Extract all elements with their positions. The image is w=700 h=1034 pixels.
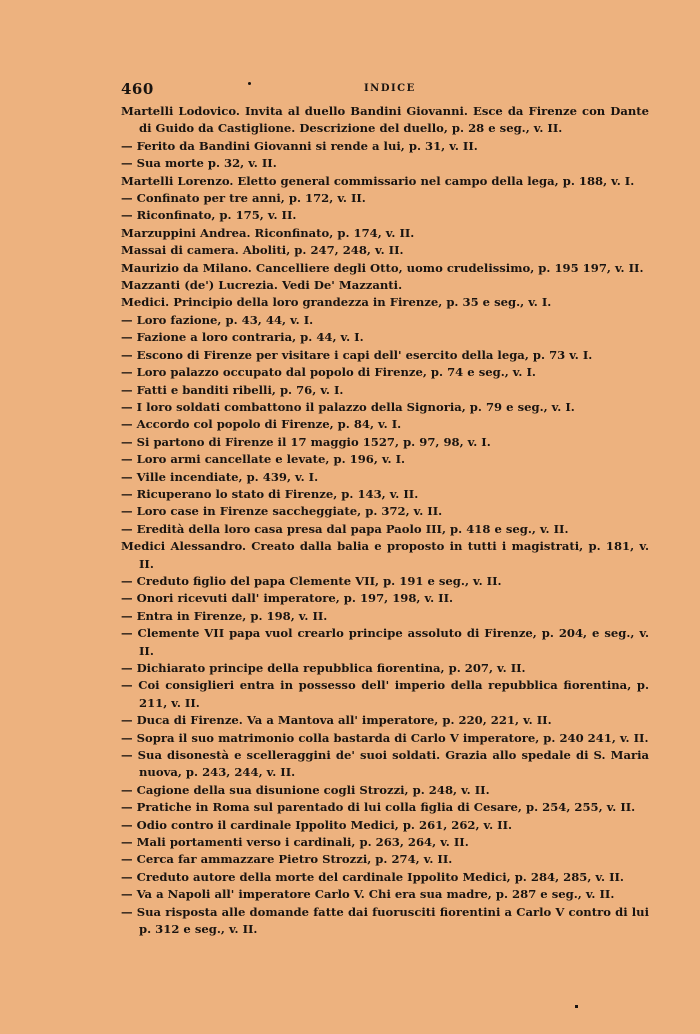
index-entry: — Loro armi cancellate e levate, p. 196, v. I. bbox=[121, 452, 406, 467]
index-entry: — Dichiarato principe della repubblica fiorentina, p. 207, v. II. bbox=[121, 661, 526, 675]
index-entry: — Ricuperano lo stato di Firenze, p. 143, v. II. bbox=[121, 486, 419, 501]
index-entry: — Onori ricevuti dall' imperatore, p. 197, 198, v. II. bbox=[121, 591, 454, 606]
index-entries bbox=[121, 103, 649, 939]
index-entry: — Clemente VII papa vuol crearlo principe assoluto di Firenze, p. 204, e seg., v. II. bbox=[121, 626, 649, 658]
index-entry: — Coi consiglieri entra in possesso dell' imperio della repubblica fiorentina, p. 211, v. II. bbox=[121, 678, 649, 710]
index-entry: — Escono di Firenze per visitare i capi dell' esercito della lega, p. 73 v. I. bbox=[121, 347, 593, 362]
index-entry: — Sua risposta alle domande fatte dai fuorusciti fiorentini a Carlo V contro di lui p. 312 e seg., v. II. bbox=[121, 904, 649, 937]
index-entry: — Confinato per tre anni, p. 172, v. II. bbox=[121, 191, 366, 206]
index-entry: — Ville incendiate, p. 439, v. I. bbox=[121, 469, 319, 484]
index-entry: Medici Alessandro. Creato dalla balia e proposto in tutti i magistrati, p. 181, v. II. bbox=[121, 539, 649, 571]
index-entry: — Loro fazione, p. 43, 44, v. I. bbox=[121, 312, 314, 327]
ink-speck bbox=[575, 1005, 578, 1008]
index-entry: Martelli Lorenzo. Eletto general commissario nel campo della lega, p. 188, v. I. bbox=[121, 173, 635, 188]
index-entry: — Fatti e banditi ribelli, p. 76, v. I. bbox=[121, 382, 344, 397]
index-entry: — Fazione a loro contraria, p. 44, v. I. bbox=[121, 330, 364, 345]
page-header bbox=[121, 80, 647, 98]
running-head: INDICE bbox=[364, 83, 416, 94]
index-entry: — Si partono di Firenze il 17 maggio 1527, p. 97, 98, v. I. bbox=[121, 434, 491, 449]
index-entry: — Pratiche in Roma sul parentado di lui colla figlia di Cesare, p. 254, 255, v. II. bbox=[121, 800, 636, 815]
index-entry: — Sopra il suo matrimonio colla bastarda di Carlo V imperatore, p. 240 241, v. II. bbox=[121, 730, 649, 745]
index-entry: — Entra in Firenze, p. 198, v. II. bbox=[121, 608, 328, 623]
index-entry: — Va a Napoli all' imperatore Carlo V. Chi era sua madre, p. 287 e seg., v. II. bbox=[121, 887, 615, 902]
index-entry: — Loro case in Firenze saccheggiate, p. 372, v. II. bbox=[121, 504, 443, 519]
index-entry: — Loro palazzo occupato dal popolo di Firenze, p. 74 e seg., v. I. bbox=[121, 365, 536, 380]
index-entry: — Duca di Firenze. Va a Mantova all' imperatore, p. 220, 221, v. II. bbox=[121, 713, 552, 728]
ink-speck bbox=[248, 82, 251, 85]
index-entry: — Eredità della loro casa presa dal papa Paolo III, p. 418 e seg., v. II. bbox=[121, 521, 569, 536]
index-entry: — Accordo col popolo di Firenze, p. 84, v. I. bbox=[121, 417, 402, 432]
index-entry: — Creduto autore della morte del cardinale Ippolito Medici, p. 284, 285, v. II. bbox=[121, 869, 624, 884]
index-entry: — Riconfinato, p. 175, v. II. bbox=[121, 208, 297, 223]
page-number: 460 bbox=[121, 80, 154, 98]
index-entry: — I loro soldati combattono il palazzo della Signoria, p. 79 e seg., v. I. bbox=[121, 399, 575, 414]
index-entry: Marzuppini Andrea. Riconfinato, p. 174, v. II. bbox=[121, 225, 415, 240]
index-entry: — Creduto figlio del papa Clemente VII, p. 191 e seg., v. II. bbox=[121, 573, 502, 588]
index-entry: — Cagione della sua disunione cogli Strozzi, p. 248, v. II. bbox=[121, 782, 490, 797]
index-entry: — Sua morte p. 32, v. II. bbox=[121, 156, 277, 171]
index-entry: Massai di camera. Aboliti, p. 247, 248, v. II. bbox=[121, 243, 404, 258]
index-entry: — Cerca far ammazzare Pietro Strozzi, p. 274, v. II. bbox=[121, 852, 453, 867]
index-entry: — Ferito da Bandini Giovanni si rende a lui, p. 31, v. II. bbox=[121, 138, 478, 153]
index-entry: — Mali portamenti verso i cardinali, p. 263, 264, v. II. bbox=[121, 835, 469, 850]
index-entry: Mazzanti (de') Lucrezia. Vedi De' Mazzanti. bbox=[121, 278, 403, 293]
index-entry: — Sua disonestà e scelleraggini de' suoi soldati. Grazia allo spedale di S. Maria nuova, p. 243, 244, v. II. bbox=[121, 748, 649, 780]
index-entry: Martelli Lodovico. Invita al duello Bandini Giovanni. Esce da Firenze con Dante di Guido da Castiglione. Descrizione del duello, p. 28 e seg., v. II. bbox=[121, 104, 649, 136]
index-entry: — Odio contro il cardinale Ippolito Medici, p. 261, 262, v. II. bbox=[121, 817, 513, 832]
index-entry: Maurizio da Milano. Cancelliere degli Otto, uomo crudelissimo, p. 195 197, v. II. bbox=[121, 260, 644, 275]
index-entry: Medici. Principio della loro grandezza in Firenze, p. 35 e seg., v. I. bbox=[121, 295, 552, 310]
